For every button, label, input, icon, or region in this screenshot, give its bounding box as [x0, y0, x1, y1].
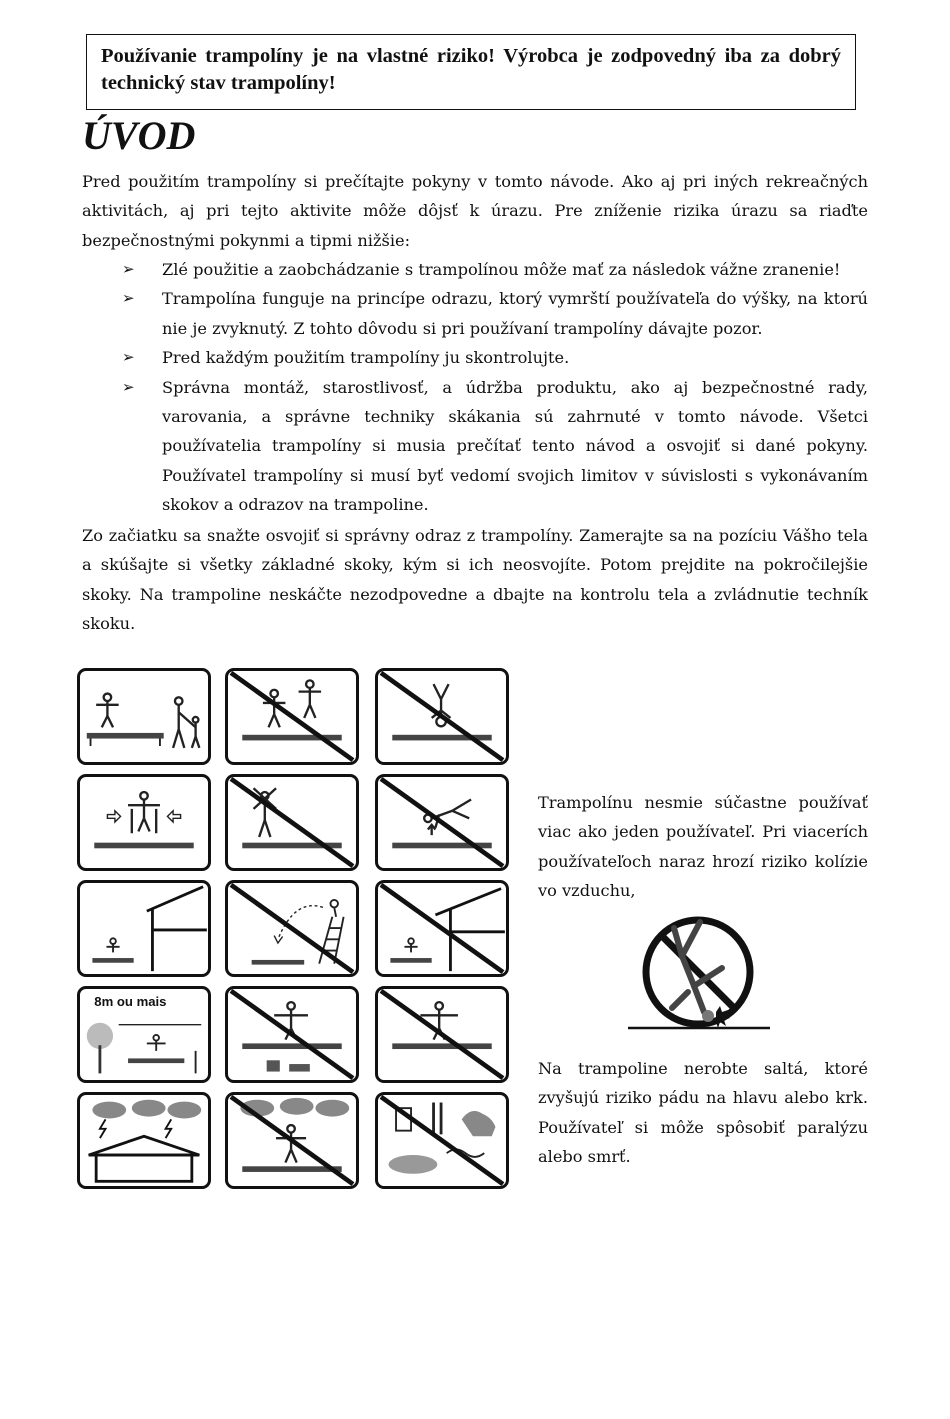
arrowhead-icon: ➢ — [122, 377, 135, 396]
no-leaving-mat-icon — [225, 774, 359, 871]
no-somersault-icon — [628, 912, 770, 1034]
intro-paragraph: Pred použitím trampolíny si prečítajte pokyny v tomto návode. Ako aj pri iných rekreačných aktivitách, aj pri tejto aktivite môže dôjsť k úrazu. Pre zníženie rizika úrazu sa riaďte bezpečnostnými pokynmi a tipmi nižšie: — [82, 172, 868, 250]
section-title: ÚVOD — [82, 113, 196, 158]
no-edge-jumping-icon — [375, 986, 509, 1083]
arrowhead-icon: ➢ — [122, 348, 135, 367]
list-item: ➢ Správna montáž, starostlivosť, a údržba produktu, ako aj bezpečnostné rady, varovania, a správne techniky skákania sú zahrnuté v tomto návode. Všetci používatelia trampolíny si musia prečítať tento návod a osvojiť si dané pokyny. Používatel trampolíny si musí byť vedomí svojich limitov v súvislosti s vykonávaním skokov a odrazov na trampoline. — [122, 373, 868, 520]
storm-shelter-icon — [77, 1092, 211, 1189]
8m-clearance-icon — [77, 986, 211, 1083]
arrowhead-icon: ➢ — [122, 260, 135, 278]
single-jumper-supervised-icon — [77, 668, 211, 765]
outro-paragraph: Zo začiatku sa snažte osvojiť si správny odraz z trampolíny. Zamerajte sa na pozíciu Vášho tela a skúšajte si všetky základné skoky, kým si ich neosvojíte. Potom prejdite na pokročilejšie skoky. Na trampoline neskáčte nezodpovedne a dbajte na kontrolu tela a zvládnutie techník skoku. — [82, 526, 868, 634]
no-pets-objects-icon — [375, 1092, 509, 1189]
warning-box — [86, 34, 856, 110]
no-jumping-from-ladder-icon — [225, 880, 359, 977]
no-objects-under-trampoline-icon — [225, 986, 359, 1083]
no-jumping-under-roof-icon — [375, 880, 509, 977]
no-jumping-in-storm-icon — [225, 1092, 359, 1189]
bullet-list — [122, 255, 868, 520]
side-paragraph-multiple-users: Trampolínu nesmie súčastne používať viac ako jeden používateľ. Pri viacerích používateľoch naraz hrozí riziko kolízie vo vzduchu, — [538, 793, 868, 901]
list-item: ➢ Trampolína funguje na princípe odrazu, ktorý vymrští používateľa do výšky, na ktorú nie je zvyknutý. Z tohto dôvodu si pri používaní trampolíny dávajte pozor. — [122, 284, 868, 343]
warning-text: Používanie trampolíny je na vlastné riziko! Výrobca je zodpovedný iba za dobrý technický stav trampolíny! — [101, 45, 841, 94]
jump-center-icon — [77, 774, 211, 871]
no-multiple-jumpers-icon — [225, 668, 359, 765]
arrowhead-icon: ➢ — [122, 289, 135, 308]
list-item: ➢ Pred každým použitím trampolíny ju skontrolujte. — [122, 343, 868, 372]
side-paragraph-somersault: Na trampoline nerobte saltá, ktoré zvyšujú riziko pádu na hlavu alebo krk. Používateľ si môže spôsobiť paralýzu alebo smrť. — [538, 1059, 868, 1167]
list-item: ➢ Zlé použitie a zaobchádzanie s trampolínou môže mať za následok vážne zranenie! — [122, 255, 868, 284]
clear-overhead-space-icon — [77, 880, 211, 977]
no-somersault-icon — [375, 668, 509, 765]
clearance-label: 8m ou mais — [94, 993, 167, 1009]
safety-icon-grid — [77, 668, 517, 1193]
no-landing-on-back-icon — [375, 774, 509, 871]
